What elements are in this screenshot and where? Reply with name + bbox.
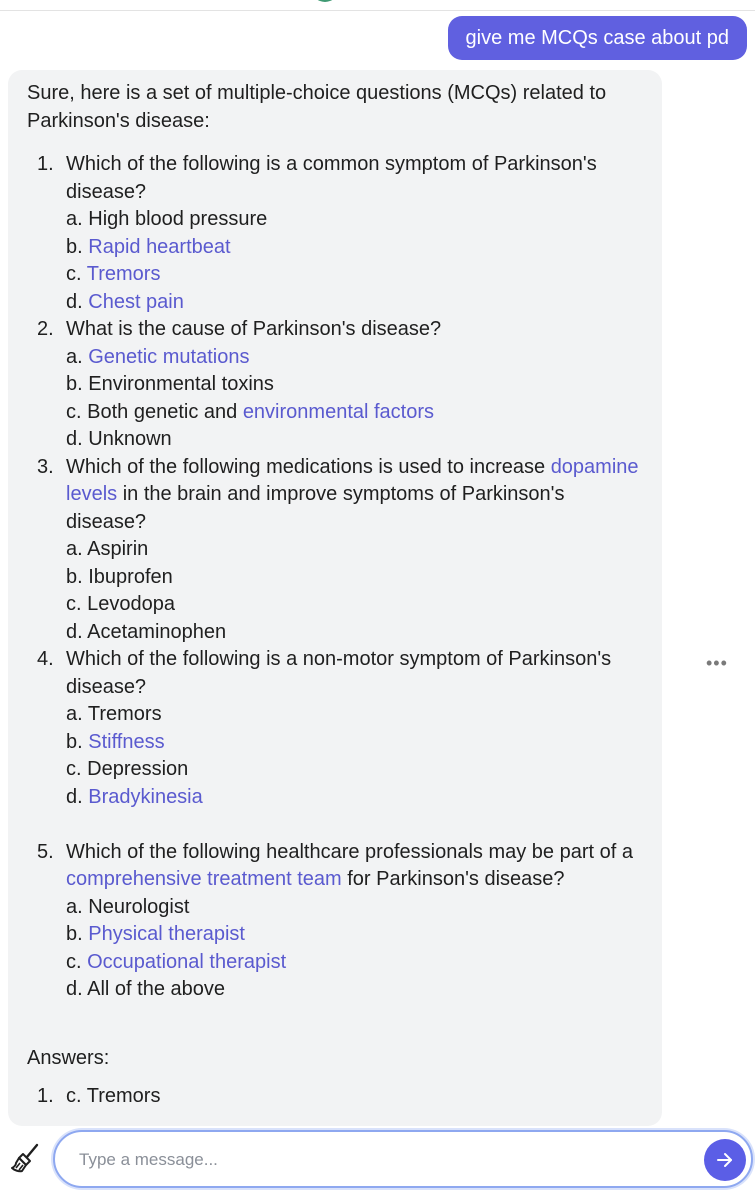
- term-link[interactable]: comprehensive treatment team: [66, 868, 342, 890]
- answer-number: 1.: [37, 1085, 54, 1107]
- option-b: b. Rapid heartbeat: [66, 235, 231, 258]
- question-text: Which of the following is a non-motor symptom of Parkinson's disease?: [66, 648, 612, 698]
- option-d: d. Bradykinesia: [66, 785, 203, 808]
- answers-heading: Answers:: [27, 1046, 110, 1069]
- option-b: b. Ibuprofen: [66, 565, 173, 588]
- option-c: c. Tremors: [66, 263, 161, 285]
- option-d: d. Unknown: [66, 428, 172, 450]
- term-link[interactable]: Chest pain: [88, 290, 184, 313]
- question-number: 1.: [37, 153, 54, 175]
- question-text: Which of the following medications is used to increase dopamine levels in the brain and improve symptoms of Parkinson's disease?: [66, 455, 639, 533]
- message-composer: [53, 1130, 753, 1188]
- term-link[interactable]: Tremors: [86, 263, 161, 285]
- term-link[interactable]: Rapid heartbeat: [88, 235, 231, 258]
- option-a: a. Tremors: [66, 703, 162, 725]
- option-c: c. Depression: [66, 758, 189, 780]
- term-link[interactable]: Genetic mutations: [88, 345, 250, 368]
- option-a: a. Neurologist: [66, 895, 190, 918]
- option-d: d. Chest pain: [66, 290, 184, 313]
- option-b: b. Stiffness: [66, 730, 165, 753]
- option-c: c. Levodopa: [66, 593, 175, 615]
- answer-item: [27, 1083, 643, 1111]
- question-3: [27, 454, 643, 647]
- question-2: [27, 316, 643, 454]
- question-number: 3.: [37, 455, 54, 478]
- option-b: b. Physical therapist: [66, 923, 245, 945]
- term-link[interactable]: dopamine levels: [66, 455, 639, 505]
- arrow-right-icon: [715, 1150, 735, 1170]
- option-c: c. Occupational therapist: [66, 950, 287, 973]
- question-number: 4.: [37, 648, 54, 670]
- user-message: give me MCQs case about pd: [448, 16, 747, 60]
- term-link[interactable]: Occupational therapist: [87, 950, 287, 973]
- question-text: Which of the following is a common symptom of Parkinson's disease?: [66, 153, 597, 203]
- message-input[interactable]: [79, 1146, 679, 1174]
- more-options-icon[interactable]: •••: [706, 653, 728, 673]
- option-d: d. All of the above: [66, 978, 226, 1000]
- broom-icon[interactable]: [10, 1142, 42, 1174]
- question-text: Which of the following healthcare professionals may be part of a comprehensive treatment team for Parkinson's disease?: [66, 840, 633, 890]
- question-5: [27, 839, 643, 1004]
- answer-text: c. Tremors: [66, 1085, 161, 1107]
- assistant-message: [8, 70, 662, 1126]
- option-c: c. Both genetic and environmental factors: [66, 400, 435, 423]
- option-a: a. High blood pressure: [66, 208, 268, 230]
- question-number: 2.: [37, 318, 54, 340]
- question-list: [27, 151, 643, 1004]
- option-a: a. Aspirin: [66, 538, 149, 560]
- question-1: [27, 151, 643, 316]
- option-a: a. Genetic mutations: [66, 345, 250, 368]
- term-link[interactable]: Bradykinesia: [88, 785, 203, 808]
- question-text: What is the cause of Parkinson's disease?: [66, 318, 442, 340]
- top-bar: [0, 0, 755, 11]
- option-d: d. Acetaminophen: [66, 620, 227, 643]
- question-number: 5.: [37, 840, 54, 863]
- assistant-intro: Sure, here is a set of multiple-choice questions (MCQs) related to Parkinson's disease:: [27, 82, 607, 132]
- option-b: b. Environmental toxins: [66, 373, 274, 395]
- avatar: [311, 0, 339, 2]
- term-link[interactable]: Stiffness: [88, 730, 165, 753]
- term-link[interactable]: Physical therapist: [88, 923, 245, 945]
- term-link[interactable]: environmental factors: [242, 400, 435, 423]
- send-button[interactable]: [704, 1139, 746, 1181]
- question-4: [27, 646, 643, 811]
